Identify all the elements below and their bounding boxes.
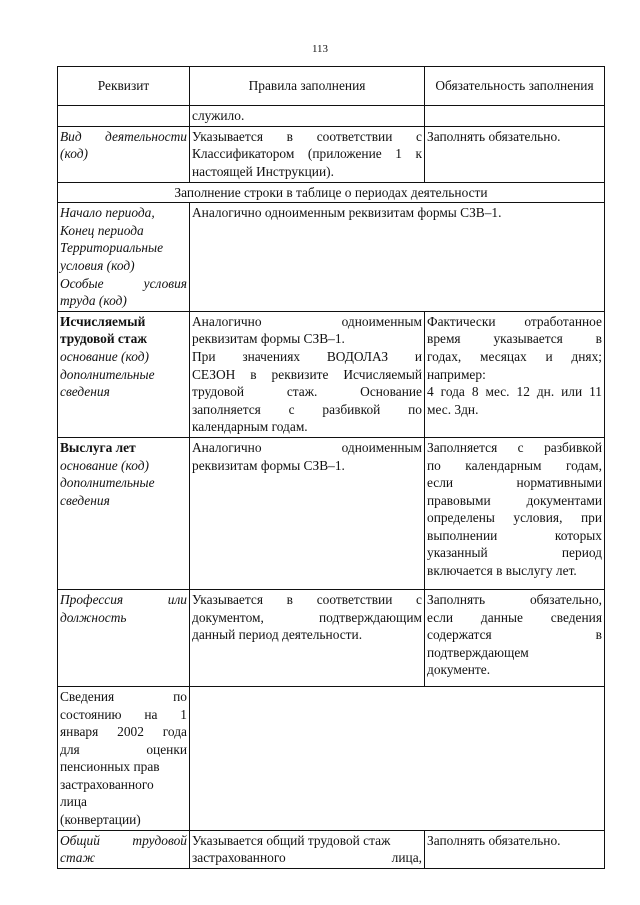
text-line: сведения [60, 384, 110, 400]
text-line: служило. [192, 108, 245, 123]
obligation-cell [425, 126, 605, 182]
text-line: Аналогично одноименным реквизитам формы СЗВ–1. [192, 205, 502, 221]
text-line: Заполнять обязательно. [427, 128, 561, 144]
rules-cell [190, 686, 605, 830]
text-line: если нормативными [427, 475, 602, 491]
text-line: пенсионных прав [60, 759, 160, 775]
table-row [58, 437, 605, 589]
text-line: если данные сведения [427, 609, 602, 625]
text-line: лица [60, 794, 87, 810]
text-line: Классификатором (приложение 1 к [192, 146, 422, 162]
text-line: сведения [60, 492, 110, 508]
text-line: по календарным годам, [427, 457, 602, 473]
requisite-cell [58, 437, 190, 589]
table-row [58, 830, 605, 868]
text-line: заполняется с разбивкой по [192, 401, 422, 417]
rules-cell [190, 311, 425, 437]
text-line: Начало периода, [60, 205, 155, 221]
page-number: 113 [311, 43, 329, 55]
text-line: (конвертации) [60, 812, 141, 828]
text-line: 4 года 8 мес. 12 дн. или 11 [427, 384, 602, 400]
text-line: Конец периода [60, 222, 144, 238]
text-line: Территориальные [60, 240, 164, 256]
rules-cell [190, 589, 425, 686]
requisite-cell [58, 311, 190, 437]
table-row [58, 311, 605, 437]
text-line: время указывается в [427, 331, 602, 347]
table-row [58, 589, 605, 686]
text-line: дополнительные [60, 366, 155, 382]
text-line: Общий трудовой [60, 832, 187, 848]
text-line: Аналогично одноименным [192, 313, 422, 329]
section-title: Заполнение строки в таблице о периодах деятельности [58, 182, 605, 203]
text-line: трудовой стаж. Основание [192, 384, 422, 400]
text-line: дополнительные [60, 475, 155, 491]
text-line: подтверждающем [427, 644, 529, 660]
text-line: Выслуга лет [60, 439, 136, 455]
header-obligation: Обязательность заполнения [425, 67, 605, 106]
text-line: СЕЗОН в реквизите Исчисляемый [192, 366, 422, 382]
table-row [58, 686, 605, 830]
text-line: мес. 3дн. [427, 401, 479, 417]
text-line: документом, подтверждающим [192, 609, 422, 625]
text-line: содержатся в [427, 627, 602, 643]
obligation-cell [425, 830, 605, 868]
text-line: выполнении которых [427, 527, 602, 543]
text-line: Заполнять обязательно, [427, 591, 602, 607]
text-line: Профессия или [60, 591, 187, 607]
text-line: должность [60, 609, 127, 625]
text-line: годах, месяцах и днях; [427, 348, 602, 364]
text-line: Указывается в соответствии с [192, 591, 422, 607]
text-line: например: [427, 366, 486, 382]
obligation-cell [425, 311, 605, 437]
text-line: Вид деятельности [60, 128, 187, 144]
text-line: реквизитам формы СЗВ–1. [192, 457, 345, 473]
requisite-cell [58, 589, 190, 686]
text-line: Исчисляемый [60, 313, 146, 329]
rules-cell [190, 203, 605, 312]
text-line: Заполнять обязательно. [427, 832, 561, 848]
table-header-row [58, 67, 605, 106]
text-line: Особые условия [60, 275, 187, 291]
rules-cell [190, 126, 425, 182]
header-rules: Правила заполнения [190, 67, 425, 106]
obligation-cell [425, 589, 605, 686]
rules-cell [190, 437, 425, 589]
requisite-cell [58, 126, 190, 182]
obligation-cell [425, 106, 605, 127]
text-line: Заполняется с разбивкой [427, 439, 602, 455]
text-line: (код) [60, 146, 88, 162]
text-line: условия (код) [60, 257, 135, 273]
text-line: Указывается в соответствии с [192, 128, 422, 144]
text-line: трудовой стаж [60, 331, 147, 347]
text-line: основание (код) [60, 457, 149, 473]
table-row [58, 106, 605, 127]
text-line: стаж [60, 850, 95, 866]
section-row [58, 182, 605, 203]
header-requisite: Реквизит [58, 67, 190, 106]
requisites-table [57, 66, 605, 869]
text-line: основание (код) [60, 348, 149, 364]
text-line: Фактически отработанное [427, 313, 602, 329]
text-line: реквизитам формы СЗВ–1. [192, 331, 345, 347]
text-line: состоянию на 1 [60, 706, 187, 722]
text-line: указанный период [427, 545, 602, 561]
table-row [58, 203, 605, 312]
obligation-cell [425, 437, 605, 589]
text-line: При значениях ВОДОЛАЗ и [192, 348, 422, 364]
text-line: труда (код) [60, 293, 127, 309]
text-line: Указывается общий трудовой стаж [192, 832, 391, 848]
text-line: для оценки [60, 741, 187, 757]
requisite-cell [58, 686, 190, 830]
text-line: данный период деятельности. [192, 627, 363, 643]
requisite-cell [58, 830, 190, 868]
text-line: включается в выслугу лет. [427, 563, 577, 579]
text-line: настоящей Инструкции). [192, 163, 334, 179]
text-line: застрахованного [60, 776, 154, 792]
text-line: правовыми документами [427, 492, 602, 508]
rules-cell [190, 830, 425, 868]
rules-cell [190, 106, 425, 127]
text-line: Аналогично одноименным [192, 439, 422, 455]
text-line: документе. [427, 662, 491, 678]
text-line: календарным годам. [192, 419, 308, 435]
text-line: застрахованного лица, [192, 850, 422, 866]
text-line: Сведения по [60, 688, 187, 704]
requisite-cell [58, 106, 190, 127]
text-line: определены условия, при [427, 510, 602, 526]
text-line: января 2002 года [60, 724, 187, 740]
table-row [58, 126, 605, 182]
requisite-cell [58, 203, 190, 312]
